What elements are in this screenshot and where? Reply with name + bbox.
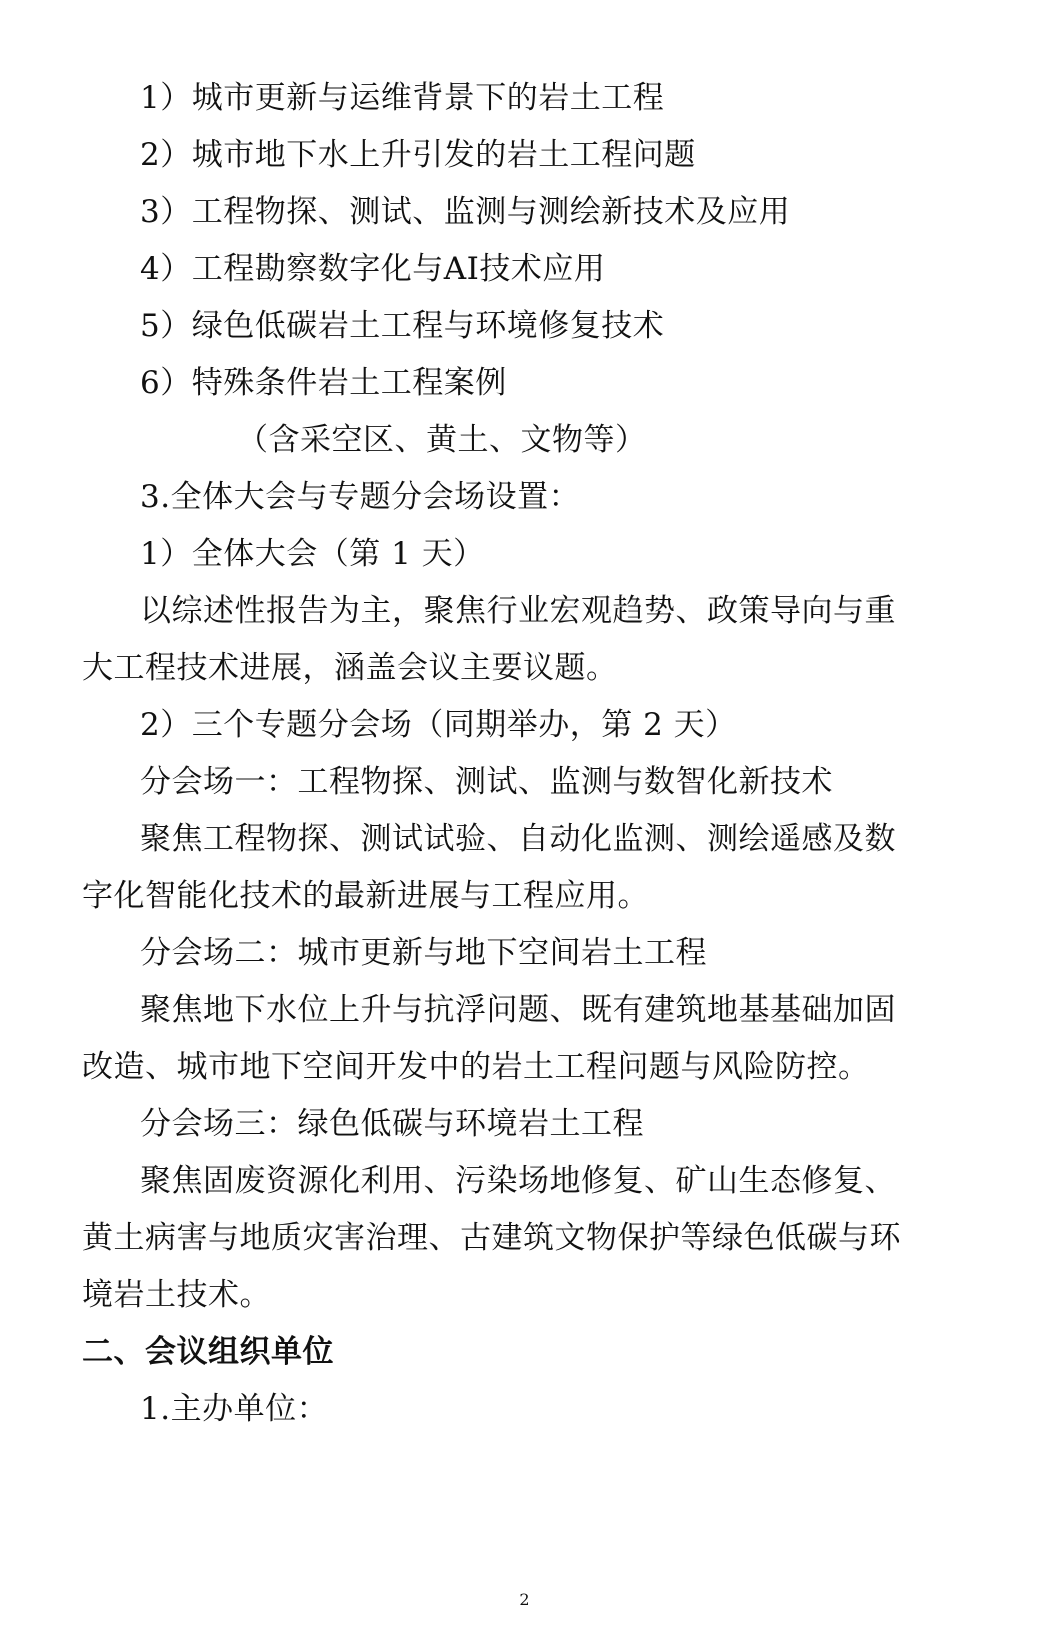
section-heading-organizers: 二、会议组织单位 (82, 1334, 334, 1370)
session-2-title: 分会场二：城市更新与地下空间岩土工程 (140, 935, 707, 971)
session-1-title: 分会场一：工程物探、测试、监测与数智化新技术 (140, 764, 833, 800)
host-units-label: 1.主办单位： (140, 1391, 329, 1427)
page-number: 2 (519, 1590, 530, 1609)
plenary-desc-line-1: 以综述性报告为主，聚焦行业宏观趋势、政策导向与重 (140, 593, 896, 629)
session-2-desc-line-2: 改造、城市地下空间开发中的岩土工程问题与风险防控。 (82, 1049, 870, 1085)
session-3-title: 分会场三：绿色低碳与环境岩土工程 (140, 1106, 644, 1142)
session-3-desc-line-2: 黄土病害与地质灾害治理、古建筑文物保护等绿色低碳与环 (82, 1220, 901, 1256)
sessions-title: 2）三个专题分会场（同期举办，第 2 天） (140, 707, 737, 743)
session-3-desc-line-1: 聚焦固废资源化利用、污染场地修复、矿山生态修复、 (140, 1163, 896, 1199)
topic-item-6: 6）特殊条件岩土工程案例 (140, 365, 507, 401)
topic-item-3: 3）工程物探、测试、监测与测绘新技术及应用 (140, 194, 791, 230)
topic-item-5: 5）绿色低碳岩土工程与环境修复技术 (140, 308, 665, 344)
topic-item-4: 4）工程勘察数字化与AI技术应用 (140, 251, 606, 287)
plenary-desc-line-2: 大工程技术进展，涵盖会议主要议题。 (82, 650, 618, 686)
session-1-desc-line-1: 聚焦工程物探、测试试验、自动化监测、测绘遥感及数 (140, 821, 896, 857)
topic-item-1: 1）城市更新与运维背景下的岩土工程 (140, 80, 665, 116)
topic-item-2: 2）城市地下水上升引发的岩土工程问题 (140, 137, 696, 173)
session-1-desc-line-2: 字化智能化技术的最新进展与工程应用。 (82, 878, 649, 914)
session-3-desc-line-3: 境岩土技术。 (82, 1277, 271, 1313)
session-2-desc-line-1: 聚焦地下水位上升与抗浮问题、既有建筑地基基础加固 (140, 992, 896, 1028)
section-3-title: 3.全体大会与专题分会场设置： (140, 479, 581, 515)
plenary-title: 1）全体大会（第 1 天） (140, 536, 485, 572)
topic-item-6-note: （含采空区、黄土、文物等） (237, 422, 647, 458)
